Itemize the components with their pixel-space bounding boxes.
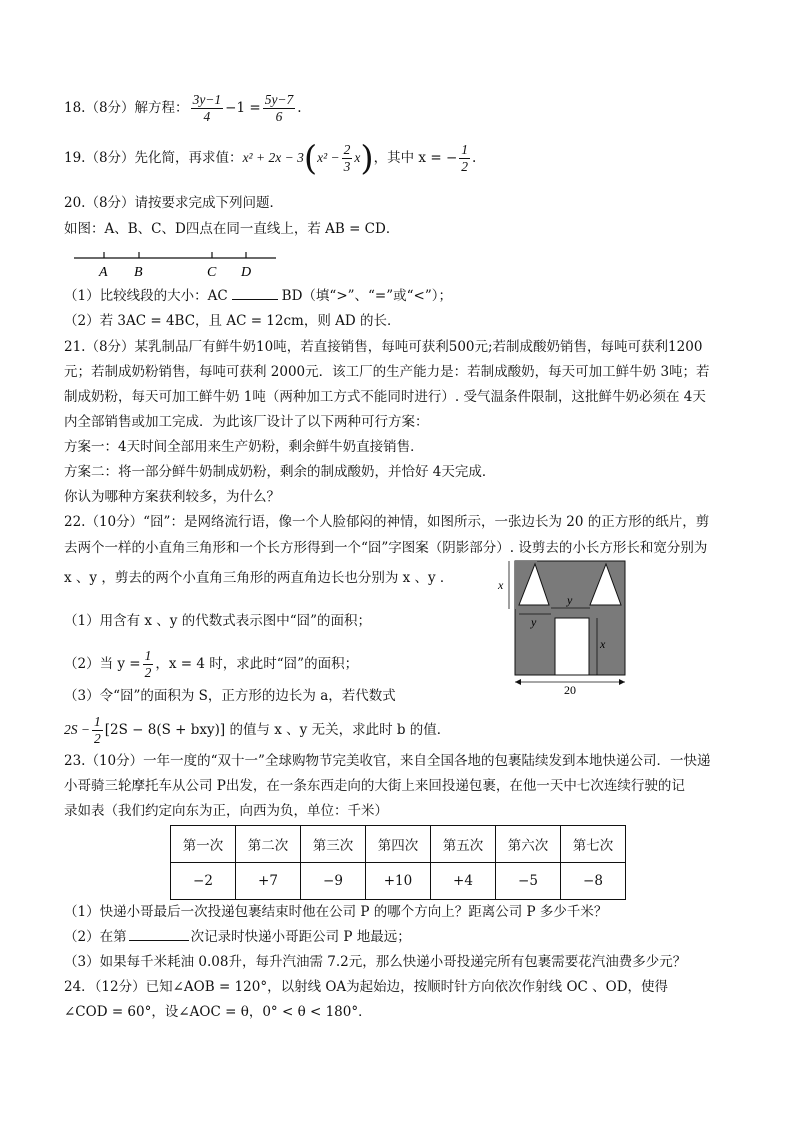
q18-lhs-frac [191,92,224,125]
label-c: C [207,265,217,280]
table-header-cell: 第四次 [366,826,431,863]
q21-line: 方案二：将一部分鲜牛奶制成奶粉，剩余的制成酸奶，并恰好 4天完成． [64,464,496,480]
dim-side-label: 20 [564,683,576,696]
q22-p4-b: [2S − 8(S + bxy)] 的值与 x 、y 无关，求此时 b 的值． [104,722,451,738]
q21-line: 制成奶粉，每天可加工鲜牛奶 1吨（两种加工方式不能同时进行）. 受气温条件限制，这批鲜牛奶必须在 4天 [64,389,706,405]
q20-line2: 如图：A、B、C、D四点在同一直线上，若 AB = CD． [64,221,400,237]
q22-p2-b: ，x = 4 时，求此时“囧”的面积； [155,656,359,672]
q21-line: 元；若制成奶粉销售，每吨可获利 2000元．该工厂的生产能力是：若制成酸奶，每天可加工鲜牛奶 3吨；若 [64,364,710,380]
table-header-cell: 第三次 [301,826,366,863]
table-cell: +10 [366,863,431,900]
label-a: A [99,265,108,280]
q23-part1: （1）快递小哥最后一次投递包裹结束时他在公司 P 的哪个方向上？距离公司 P 多少千米？ [64,904,608,920]
q23-record-table [170,825,626,900]
q23-line1: 23.（10分）一年一度的“双十一”全球购物节完美收官，来自全国各地的包裹陆续发到本地快递公司．一快递 [64,753,711,769]
q21-line: 你认为哪种方案获利较多，为什么？ [64,489,280,505]
q22-line1: 22.（10分）“囧”：是网络流行语，像一个人脸郁闷的神情，如图所示，一张边长为 20 的正方形的纸片，剪 [64,514,710,530]
q23-p2-a: （2）在第 [64,929,127,945]
q18-rhs-num: 5y−7 [264,92,294,107]
q23-answer-blank[interactable] [129,928,189,941]
q20-answer-blank[interactable] [232,287,278,300]
table-header-cell: 第一次 [171,826,236,863]
q23-line2: 小哥骑三轮摩托车从公司 P出发，在一条东西走向的大街上来回投递包裹，在他一天中七次连续行驶的记 [64,778,685,794]
q22-part1: （1）用含有 x 、y 的代数式表示图中“囧”的面积； [64,613,372,629]
arrow-right [619,679,625,685]
q19-prefix: 19.（8分）先化简，再求值： [64,150,243,166]
q19-lparen: ( [303,138,318,179]
q22-p2-frac [143,648,154,681]
table-cell: −5 [496,863,561,900]
q21-line: 方案一：4天时间全部用来生产奶粉，剩余鲜牛奶直接销售． [64,439,424,455]
table-row [171,863,626,900]
table-header-cell: 第二次 [236,826,301,863]
table-cell: +7 [236,863,301,900]
table-header-row [171,826,626,863]
q22-part3: （3）令“囧”的面积为 S，正方形的边长为 a，若代数式 [64,688,396,704]
dim-y-top-label: y [567,593,573,607]
q22-p2-a: （2）当 y = [64,656,141,672]
q19-frac [342,142,353,175]
q23-line3: 录如表（我们约定向东为正，向西为负，单位：千米） [64,803,388,819]
q19-expr-a: x² + 2x − 3 [242,150,304,165]
table-header-cell: 第六次 [496,826,561,863]
q22-line2: 去两个一样的小直角三角形和一个长方形得到一个“囧”字图案（阴影部分）. 设剪去的小长方形长和宽分别为 [64,540,708,556]
q22-part4 [64,714,450,747]
q19-inner-b: x [354,150,361,165]
q20-part2: （2）若 3AC = 4BC，且 AC = 12cm，则 AD 的长． [64,313,401,329]
q23-part2 [64,927,411,947]
q24-line2: ∠COD = 60°，设∠AOC = θ，0° < θ < 180°． [64,1004,372,1020]
table-header-cell: 第七次 [561,826,626,863]
q22-p4-num: 1 [94,714,101,729]
table-cell: +4 [431,863,496,900]
table-cell: −2 [171,863,236,900]
q19-val-frac [459,142,470,175]
q20-line1: 20.（8分）请按要求完成下列问题． [64,195,284,211]
q22-jiong-figure [495,556,635,696]
q22-part2 [64,648,358,681]
cut-rectangle [555,618,589,675]
q19-frac-num: 2 [343,142,351,157]
q21-line: 内全部销售或加工完成．为此该厂设计了以下两种可行方案： [64,414,429,430]
dim-x-left-label: x [498,578,504,592]
dim-x-right-label: x [600,637,606,651]
q22-p2-den: 2 [144,665,152,680]
arrow-left [515,679,521,685]
q19-val-den: 2 [461,159,469,174]
q19-where: ，其中 x = − [373,150,458,166]
dim-y-left-label: y [531,615,537,629]
q23-part3: （3）如果每千米耗油 0.08升，每升汽油需 7.2元，那么快递小哥投递完所有包裹需要花汽油费多少元？ [64,954,687,970]
q22-p2-num: 1 [144,648,152,663]
q19-frac-den: 3 [343,159,351,174]
q22-line3: x 、y ，剪去的两个小直角三角形的两直角边长也分别为 x 、y ． [64,570,454,586]
q20-part1 [64,286,452,306]
q22-p4-a: 2S − [64,722,90,737]
q18-end: . [297,100,302,116]
q20-p1-b: BD（填“>”、“=”或“<”）； [281,288,453,304]
table-cell: −8 [561,863,626,900]
q22-p4-frac [92,714,103,747]
label-b: B [134,265,143,280]
q18-rhs-den: 6 [275,109,283,124]
q22-p4-den: 2 [94,731,101,746]
q19-end: . [472,150,477,166]
q18-lhs-den: 4 [203,109,211,124]
q18-lhs-num: 3y−1 [192,92,222,107]
q20-line-figure [64,246,294,282]
q18-prefix: 18.（8分）解方程： [64,100,189,116]
q18-rhs-frac [263,92,296,125]
table-cell: −9 [301,863,366,900]
q18-mid: −1 = [225,100,261,116]
q19 [64,138,477,179]
q18 [64,92,302,125]
q19-inner-a: x² − [317,150,340,165]
q19-val-num: 1 [461,142,469,157]
q21-line: 21.（8分）某乳制品厂有鲜牛奶10吨，若直接销售，每吨可获利500元;若制成酸奶销售，每吨可获利1200 [64,339,703,355]
q23-p2-b: 次记录时快递小哥距公司 P 地最远； [190,929,411,945]
q20-p1-a: （1）比较线段的大小：AC [64,288,228,304]
table-header-cell: 第五次 [431,826,496,863]
q24-line1: 24．（12分）已知∠AOB = 120°，以射线 OA为起始边，按顺时针方向依次作射线 OC 、OD，使得 [64,979,669,995]
q19-rparen: ) [360,138,374,179]
label-d: D [241,265,252,280]
